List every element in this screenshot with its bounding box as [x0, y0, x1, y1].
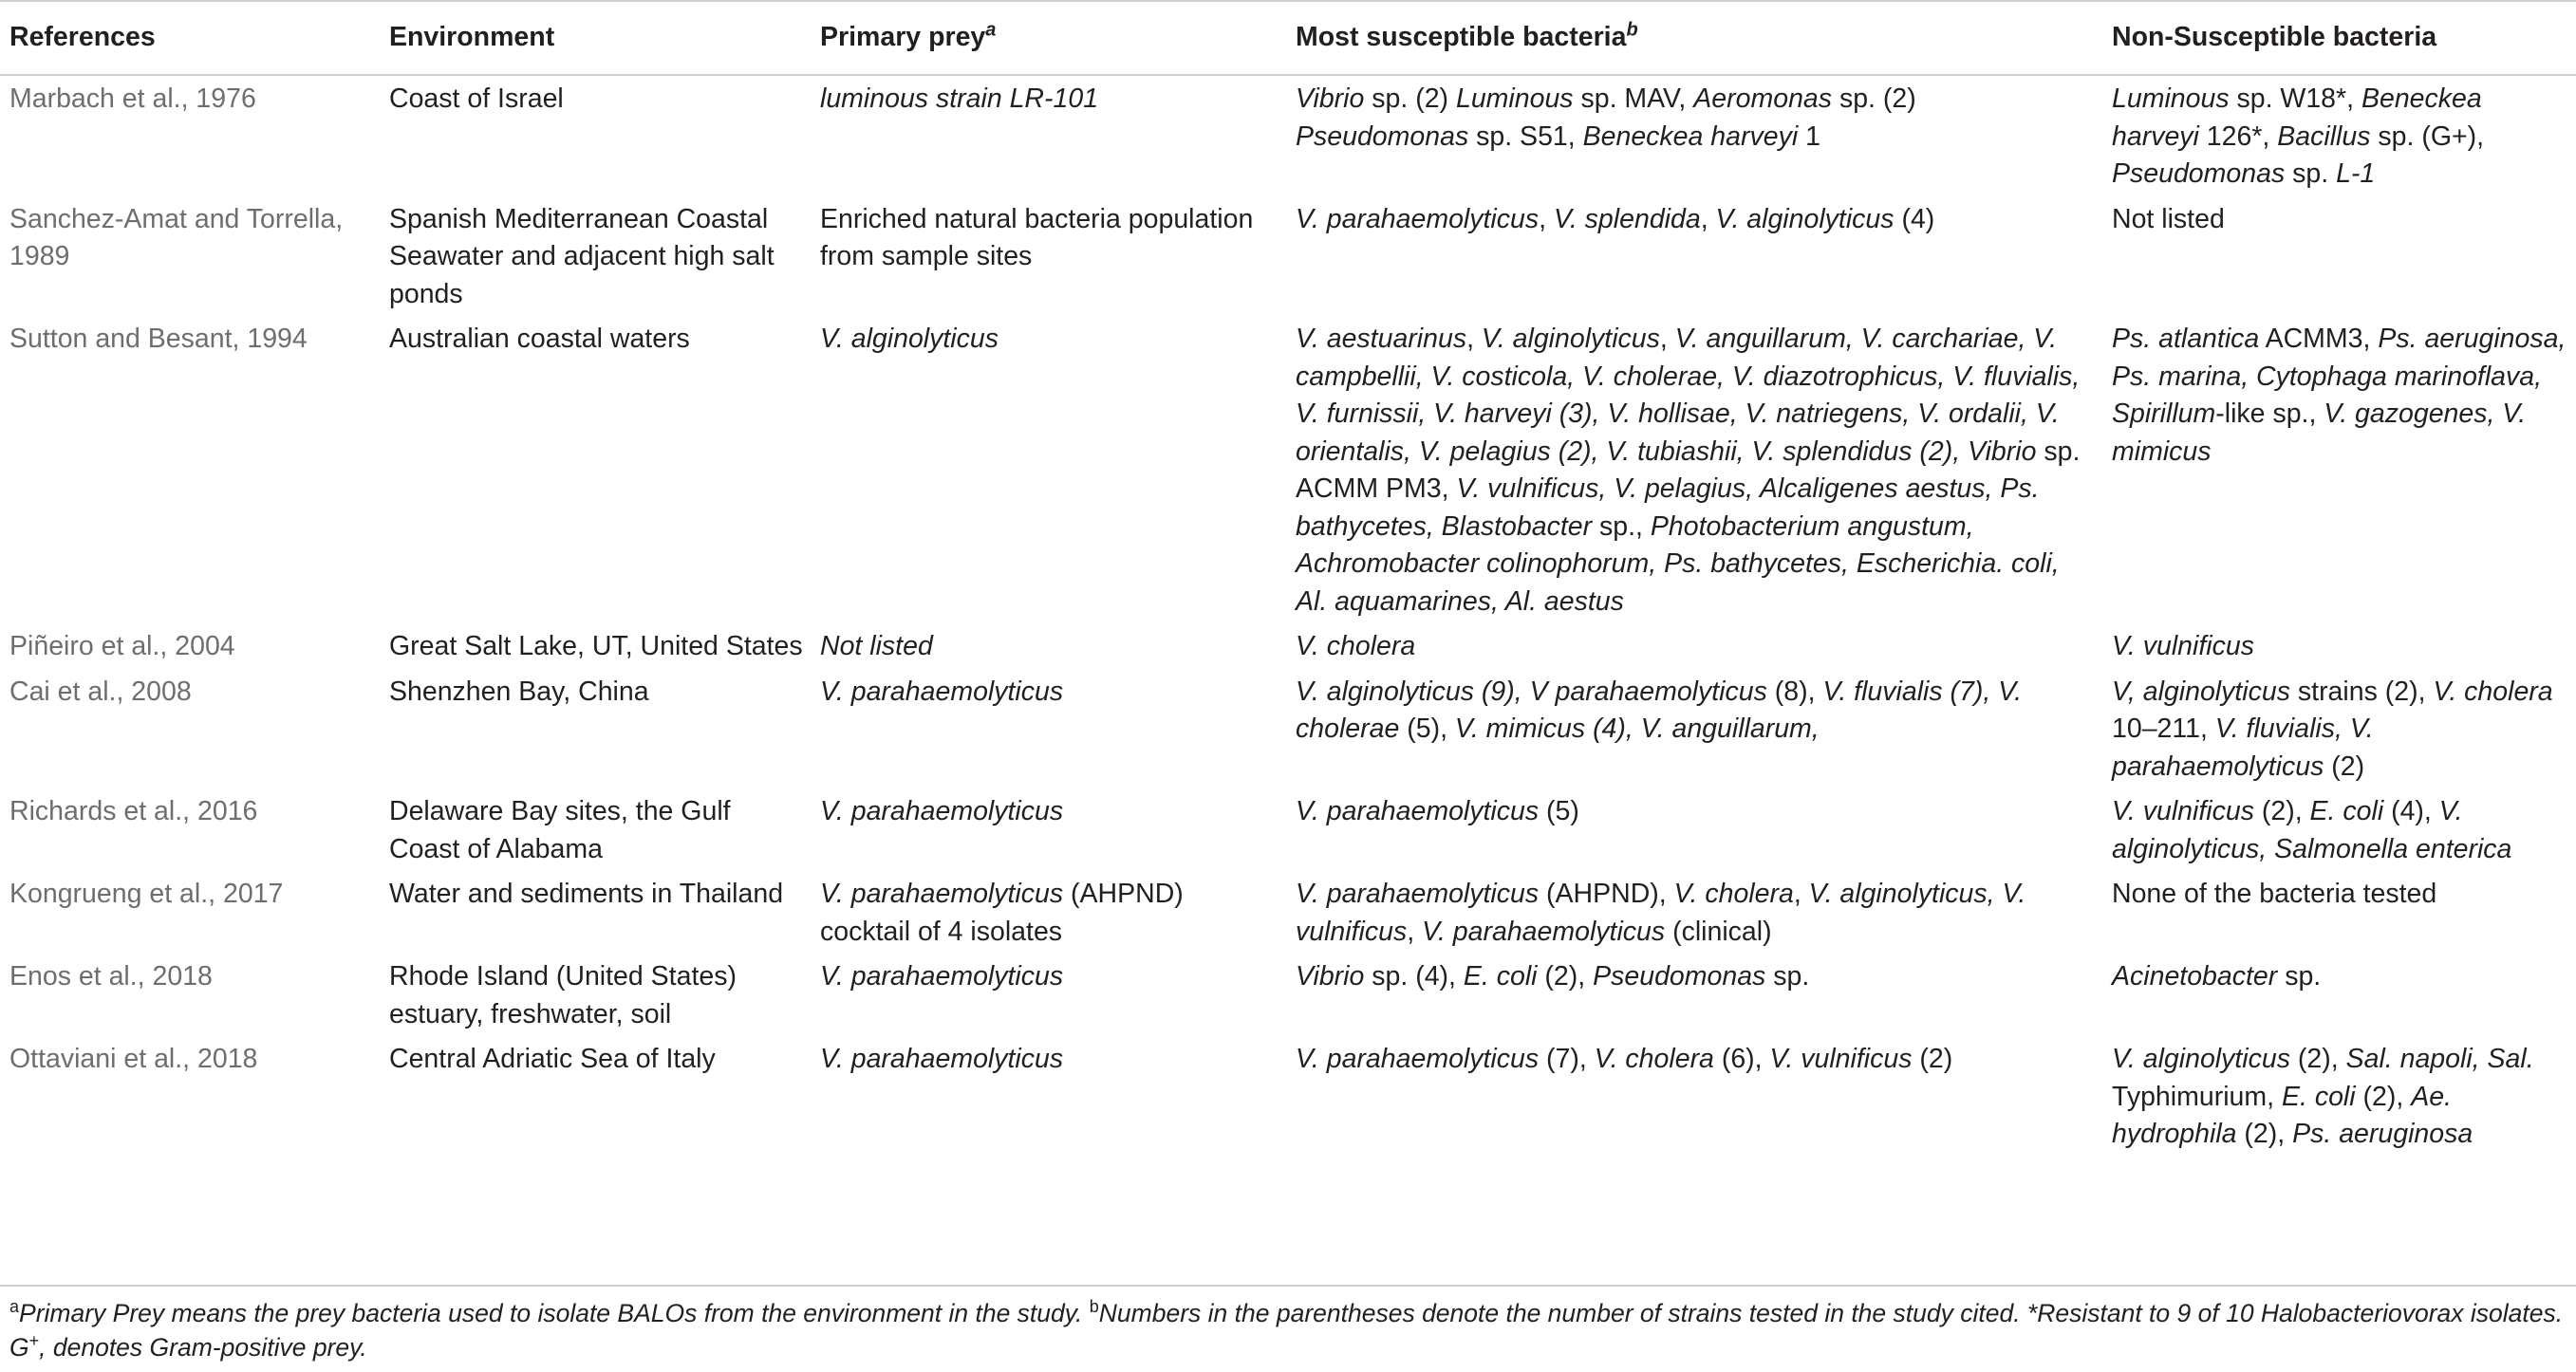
cell-non-susceptible-segment: Sal. napoli, Sal.: [2345, 1044, 2534, 1074]
cell-non-susceptible: [2102, 954, 2576, 1036]
cell-most-susceptible-segment: sp. S51,: [1468, 121, 1583, 152]
cell-most-susceptible-segment: 1: [1798, 121, 1820, 152]
cell-non-susceptible-segment: Typhimurium,: [2112, 1081, 2282, 1112]
cell-most-susceptible: [1286, 788, 2102, 871]
cell-primary-prey-segment: V. parahaemolyticus: [820, 1044, 1064, 1074]
cell-non-susceptible-segment: Luminous: [2112, 83, 2230, 114]
cell-environment: [380, 669, 811, 789]
cell-non-susceptible: [2102, 1036, 2576, 1157]
cell-non-susceptible: [2102, 788, 2576, 871]
cell-environment: [380, 954, 811, 1036]
cell-most-susceptible-segment: sp.,: [1592, 510, 1651, 542]
cell-most-susceptible-segment: V. parahaemolyticus: [1296, 879, 1540, 909]
cell-primary-prey: [811, 623, 1286, 669]
cell-reference: [0, 196, 380, 317]
header-environment: [380, 1, 811, 75]
cell-most-susceptible-segment: Pseudomonas: [1593, 961, 1766, 992]
table-row: [0, 196, 2576, 317]
cell-environment-text: Rhode Island (United States) estuary, freshwater, soil: [389, 961, 737, 1029]
cell-most-susceptible-segment: V. parahaemolyticus: [1422, 916, 1666, 947]
cell-most-susceptible-segment: V. cholera: [1673, 879, 1794, 909]
cell-reference: [0, 669, 380, 789]
cell-environment: [380, 196, 811, 317]
cell-non-susceptible-segment: sp. W18*,: [2229, 83, 2361, 114]
cell-most-susceptible: [1286, 75, 2102, 196]
cell-most-susceptible-segment: Beneckea harveyi: [1582, 121, 1799, 152]
table-body: [0, 75, 2576, 1157]
cell-non-susceptible-segment: sp.: [2277, 961, 2322, 992]
cell-most-susceptible-segment: Photobacterium angustum, Achromobacter colinophorum, Ps. bathycetes, Escherichia. coli, Al. aquamarines, Al. aestus: [1296, 510, 2060, 617]
cell-environment: [380, 788, 811, 871]
cell-primary-prey: [811, 316, 1286, 623]
footnote-b-mark: b: [1089, 1297, 1099, 1317]
cell-reference-text: Kongrueng et al., 2017: [9, 879, 284, 909]
cell-reference: [0, 75, 380, 196]
cell-most-susceptible-segment: (6),: [1713, 1044, 1770, 1074]
footnote-b-genus: Halobacteriovorax: [2260, 1299, 2464, 1327]
header-references: [0, 1, 380, 75]
table-row: [0, 954, 2576, 1036]
cell-non-susceptible-segment: V. fluvialis, V. parahaemolyticus: [2112, 714, 2374, 782]
cell-reference-text: Sanchez-Amat and Torrella, 1989: [9, 203, 344, 271]
cell-non-susceptible-segment: Beneckea harveyi: [2112, 83, 2482, 152]
cell-non-susceptible: [2102, 669, 2576, 789]
cell-most-susceptible: [1286, 954, 2102, 1036]
cell-non-susceptible-segment: (2),: [2236, 1119, 2293, 1149]
cell-non-susceptible-segment: (4),: [2383, 796, 2439, 826]
cell-most-susceptible-segment: V. cholera: [1594, 1044, 1714, 1074]
cell-non-susceptible-segment: Not listed: [2112, 203, 2225, 234]
cell-most-susceptible-segment: ,: [1407, 916, 1423, 947]
cell-primary-prey-segment: V. parahaemolyticus: [820, 676, 1064, 707]
cell-reference-text: Marbach et al., 1976: [9, 83, 256, 114]
cell-non-susceptible-segment: E. coli: [2281, 1081, 2356, 1112]
cell-non-susceptible-segment: Ps. aeruginosa, Ps. marina, Cytophaga marinoflava, Spirillum: [2112, 324, 2567, 429]
cell-non-susceptible: [2102, 623, 2576, 669]
table-row: [0, 669, 2576, 789]
cell-non-susceptible-segment: Ps. aeruginosa: [2292, 1119, 2473, 1149]
cell-primary-prey-segment: V. parahaemolyticus: [820, 961, 1064, 992]
cell-most-susceptible-segment: V. vulnificus: [1769, 1044, 1913, 1074]
table-row: [0, 788, 2576, 871]
cell-most-susceptible-segment: V. vulnificus, V. pelagius, Alcaligenes aestus, Ps. bathycetes, Blastobacter: [1296, 473, 2040, 542]
table-row: [0, 316, 2576, 623]
cell-environment-text: Great Salt Lake, UT, United States: [389, 631, 803, 661]
cell-most-susceptible-segment: sp. MAV,: [1573, 83, 1694, 114]
cell-most-susceptible-segment: (4): [1894, 203, 1935, 234]
cell-non-susceptible-segment: E. coli: [2309, 796, 2384, 826]
cell-most-susceptible-segment: sp. (4),: [1364, 961, 1464, 992]
cell-reference-text: Ottaviani et al., 2018: [9, 1044, 258, 1074]
header-most-susceptible-label: Most susceptible bacteria: [1296, 22, 1627, 53]
cell-primary-prey: [811, 871, 1286, 954]
cell-most-susceptible-segment: ,: [1793, 879, 1809, 909]
header-most-susceptible: [1286, 1, 2102, 75]
cell-most-susceptible-segment: Vibrio: [1296, 961, 1365, 992]
cell-non-susceptible-segment: V. vulnificus: [2112, 631, 2254, 661]
cell-most-susceptible-segment: Pseudomonas: [1296, 121, 1469, 152]
cell-most-susceptible: [1286, 1036, 2102, 1157]
cell-non-susceptible: [2102, 316, 2576, 623]
cell-primary-prey: [811, 954, 1286, 1036]
cell-most-susceptible-segment: ,: [1466, 324, 1482, 354]
cell-environment-text: Shenzhen Bay, China: [389, 676, 649, 707]
cell-most-susceptible: [1286, 623, 2102, 669]
cell-non-susceptible-segment: V, alginolyticus: [2112, 676, 2290, 707]
cell-most-susceptible-segment: V. cholera: [1296, 631, 1416, 661]
footnote-a-text: Primary Prey means the prey bacteria used to isolate BALOs from the environment in the study.: [19, 1299, 1083, 1327]
cell-non-susceptible-segment: V. gazogenes, V. mimicus: [2112, 399, 2527, 467]
cell-most-susceptible-segment: (8),: [1766, 676, 1823, 707]
header-primary-prey: [811, 1, 1286, 75]
cell-non-susceptible-segment: V. alginolyticus: [2112, 1044, 2290, 1074]
cell-non-susceptible: [2102, 871, 2576, 954]
cell-non-susceptible-segment: 126*,: [2198, 121, 2278, 152]
header-row: [0, 1, 2576, 75]
cell-non-susceptible-segment: Ps. atlantica: [2112, 324, 2260, 354]
cell-most-susceptible-segment: V. alginolyticus: [1715, 203, 1895, 234]
table-footnote: [0, 1285, 2576, 1364]
cell-most-susceptible-segment: ,: [1659, 324, 1675, 354]
cell-reference: [0, 871, 380, 954]
cell-most-susceptible-segment: V. splendida: [1553, 203, 1701, 234]
footnote-a-mark: a: [9, 1297, 20, 1317]
table-row: [0, 871, 2576, 954]
cell-most-susceptible-segment: V. aestuarinus: [1296, 324, 1467, 354]
cell-reference-text: Sutton and Besant, 1994: [9, 324, 308, 354]
footnote-b-text3: , denotes Gram-positive prey.: [39, 1333, 367, 1362]
footnote-b-text: Numbers in the parentheses denote the number of strains tested in the study cited. *Resistant to 9 of 10: [1098, 1299, 2261, 1327]
header-primary-prey-label: Primary prey: [820, 22, 986, 53]
cell-reference: [0, 954, 380, 1036]
cell-most-susceptible: [1286, 196, 2102, 317]
cell-most-susceptible-segment: (AHPND),: [1539, 879, 1674, 909]
cell-most-susceptible-segment: ,: [1700, 203, 1716, 234]
cell-primary-prey-segment: (AHPND) cocktail of 4 isolates: [820, 879, 1184, 947]
cell-most-susceptible-segment: E. coli: [1463, 961, 1538, 992]
cell-reference: [0, 623, 380, 669]
cell-non-susceptible-segment: None of the bacteria tested: [2112, 879, 2437, 909]
cell-environment-text: Water and sediments in Thailand: [389, 879, 784, 909]
cell-non-susceptible-segment: (2),: [2355, 1081, 2412, 1112]
cell-non-susceptible-segment: L-1: [2336, 158, 2376, 189]
cell-non-susceptible-segment: (2),: [2253, 796, 2310, 826]
cell-most-susceptible: [1286, 669, 2102, 789]
cell-non-susceptible-segment: V. alginolyticus, Salmonella enterica: [2112, 796, 2512, 864]
cell-most-susceptible-segment: V. alginolyticus (9), V parahaemolyticus: [1296, 676, 1767, 707]
cell-primary-prey-segment: luminous strain LR-101: [820, 83, 1099, 114]
cell-non-susceptible-segment: ACMM3,: [2259, 324, 2379, 354]
cell-environment-text: Central Adriatic Sea of Italy: [389, 1044, 716, 1074]
cell-environment-text: Australian coastal waters: [389, 324, 690, 354]
cell-most-susceptible-segment: Luminous: [1455, 83, 1574, 114]
cell-most-susceptible-segment: V. alginolyticus: [1481, 324, 1660, 354]
table-row: [0, 1036, 2576, 1157]
table-row: [0, 623, 2576, 669]
cell-environment: [380, 75, 811, 196]
cell-most-susceptible-segment: (2),: [1537, 961, 1594, 992]
header-environment-label: Environment: [389, 22, 555, 53]
cell-non-susceptible-segment: sp.: [2285, 158, 2337, 189]
cell-non-susceptible-segment: Acinetobacter: [2112, 961, 2278, 992]
cell-environment: [380, 1036, 811, 1157]
cell-non-susceptible: [2102, 75, 2576, 196]
cell-most-susceptible: [1286, 316, 2102, 623]
cell-most-susceptible-segment: sp. ACMM PM3,: [1296, 436, 2081, 504]
cell-non-susceptible-segment: (2),: [2289, 1044, 2346, 1074]
cell-most-susceptible-segment: (clinical): [1665, 916, 1772, 947]
cell-non-susceptible-segment: strains (2),: [2289, 676, 2434, 707]
cell-most-susceptible: [1286, 871, 2102, 954]
footnote-marker-a: a: [985, 19, 997, 41]
cell-environment-text: Coast of Israel: [389, 83, 564, 114]
cell-most-susceptible-segment: (5),: [1399, 714, 1455, 744]
cell-primary-prey: [811, 75, 1286, 196]
cell-most-susceptible-segment: Aeromonas: [1693, 83, 1833, 114]
cell-non-susceptible-segment: -like sp.,: [2215, 399, 2324, 429]
cell-primary-prey-segment: V. parahaemolyticus: [820, 796, 1064, 826]
cell-primary-prey-segment: Enriched natural bacteria population from sample sites: [820, 203, 1254, 271]
header-non-susceptible-label: Non-Susceptible bacteria: [2112, 22, 2437, 53]
cell-most-susceptible-segment: (2): [1912, 1044, 1953, 1074]
cell-most-susceptible-segment: V. parahaemolyticus: [1296, 796, 1540, 826]
cell-non-susceptible-segment: 10–211,: [2112, 714, 2215, 744]
cell-primary-prey: [811, 196, 1286, 317]
cell-non-susceptible-segment: Pseudomonas: [2112, 158, 2286, 189]
cell-most-susceptible-segment: V. mimicus (4), V. anguillarum,: [1454, 714, 1820, 744]
cell-most-susceptible-segment: V. parahaemolyticus: [1296, 203, 1540, 234]
cell-most-susceptible-segment: V. alginolyticus, V. vulnificus: [1296, 879, 2026, 947]
cell-reference-text: Richards et al., 2016: [9, 796, 258, 826]
cell-non-susceptible-segment: (2): [2324, 751, 2365, 782]
table-header: [0, 1, 2576, 75]
cell-most-susceptible-segment: ,: [1539, 203, 1554, 234]
cell-primary-prey: [811, 788, 1286, 871]
header-non-susceptible: [2102, 1, 2576, 75]
cell-most-susceptible-segment: sp.: [1765, 961, 1810, 992]
cell-primary-prey: [811, 669, 1286, 789]
cell-non-susceptible-segment: sp. (G+),: [2370, 121, 2485, 152]
cell-non-susceptible: [2102, 196, 2576, 317]
cell-most-susceptible-segment: sp. (2): [1364, 83, 1456, 114]
cell-primary-prey-segment: V. parahaemolyticus: [820, 879, 1064, 909]
cell-reference: [0, 316, 380, 623]
cell-most-susceptible-segment: sp. (2): [1832, 83, 1916, 114]
cell-reference-text: Piñeiro et al., 2004: [9, 631, 235, 661]
cell-most-susceptible-segment: V. fluvialis (7), V. cholerae: [1296, 676, 2023, 744]
cell-environment: [380, 316, 811, 623]
cell-environment: [380, 623, 811, 669]
table-row: [0, 75, 2576, 196]
footnote-b-text2: isolates. G: [9, 1299, 2564, 1362]
cell-most-susceptible-segment: (7),: [1539, 1044, 1595, 1074]
cell-primary-prey-segment: Not listed: [820, 631, 933, 661]
cell-environment-text: Spanish Mediterranean Coastal Seawater and adjacent high salt ponds: [389, 203, 775, 309]
cell-most-susceptible-segment: V. anguillarum, V. carchariae, V. campbellii, V. costicola, V. cholerae, V. diazotrophicus, V. fluvialis, V. furnissii, V. harveyi (3), V. hollisae, V. natriegens, V. ordalii, V. orientalis, V. pelagius (2), V. tubiashii, V. splendidus (2), Vibrio: [1296, 324, 2081, 467]
cell-primary-prey: [811, 1036, 1286, 1157]
header-references-label: References: [9, 22, 156, 53]
cell-most-susceptible-segment: Vibrio: [1296, 83, 1365, 114]
footnote-b-plus: +: [28, 1331, 40, 1351]
cell-reference-text: Enos et al., 2018: [9, 961, 213, 992]
cell-environment: [380, 871, 811, 954]
cell-reference: [0, 1036, 380, 1157]
cell-non-susceptible-segment: V. cholera: [2433, 676, 2553, 707]
cell-non-susceptible-segment: V. vulnificus: [2112, 796, 2254, 826]
cell-reference-text: Cai et al., 2008: [9, 676, 192, 707]
cell-reference: [0, 788, 380, 871]
cell-most-susceptible-segment: V. parahaemolyticus: [1296, 1044, 1540, 1074]
cell-non-susceptible-segment: Bacillus: [2277, 121, 2371, 152]
footnote-marker-b: b: [1626, 19, 1638, 41]
cell-primary-prey-segment: V. alginolyticus: [820, 324, 999, 354]
cell-environment-text: Delaware Bay sites, the Gulf Coast of Alabama: [389, 796, 731, 864]
cell-most-susceptible-segment: (5): [1539, 796, 1579, 826]
cell-non-susceptible-segment: Ae. hydrophila: [2112, 1081, 2452, 1149]
